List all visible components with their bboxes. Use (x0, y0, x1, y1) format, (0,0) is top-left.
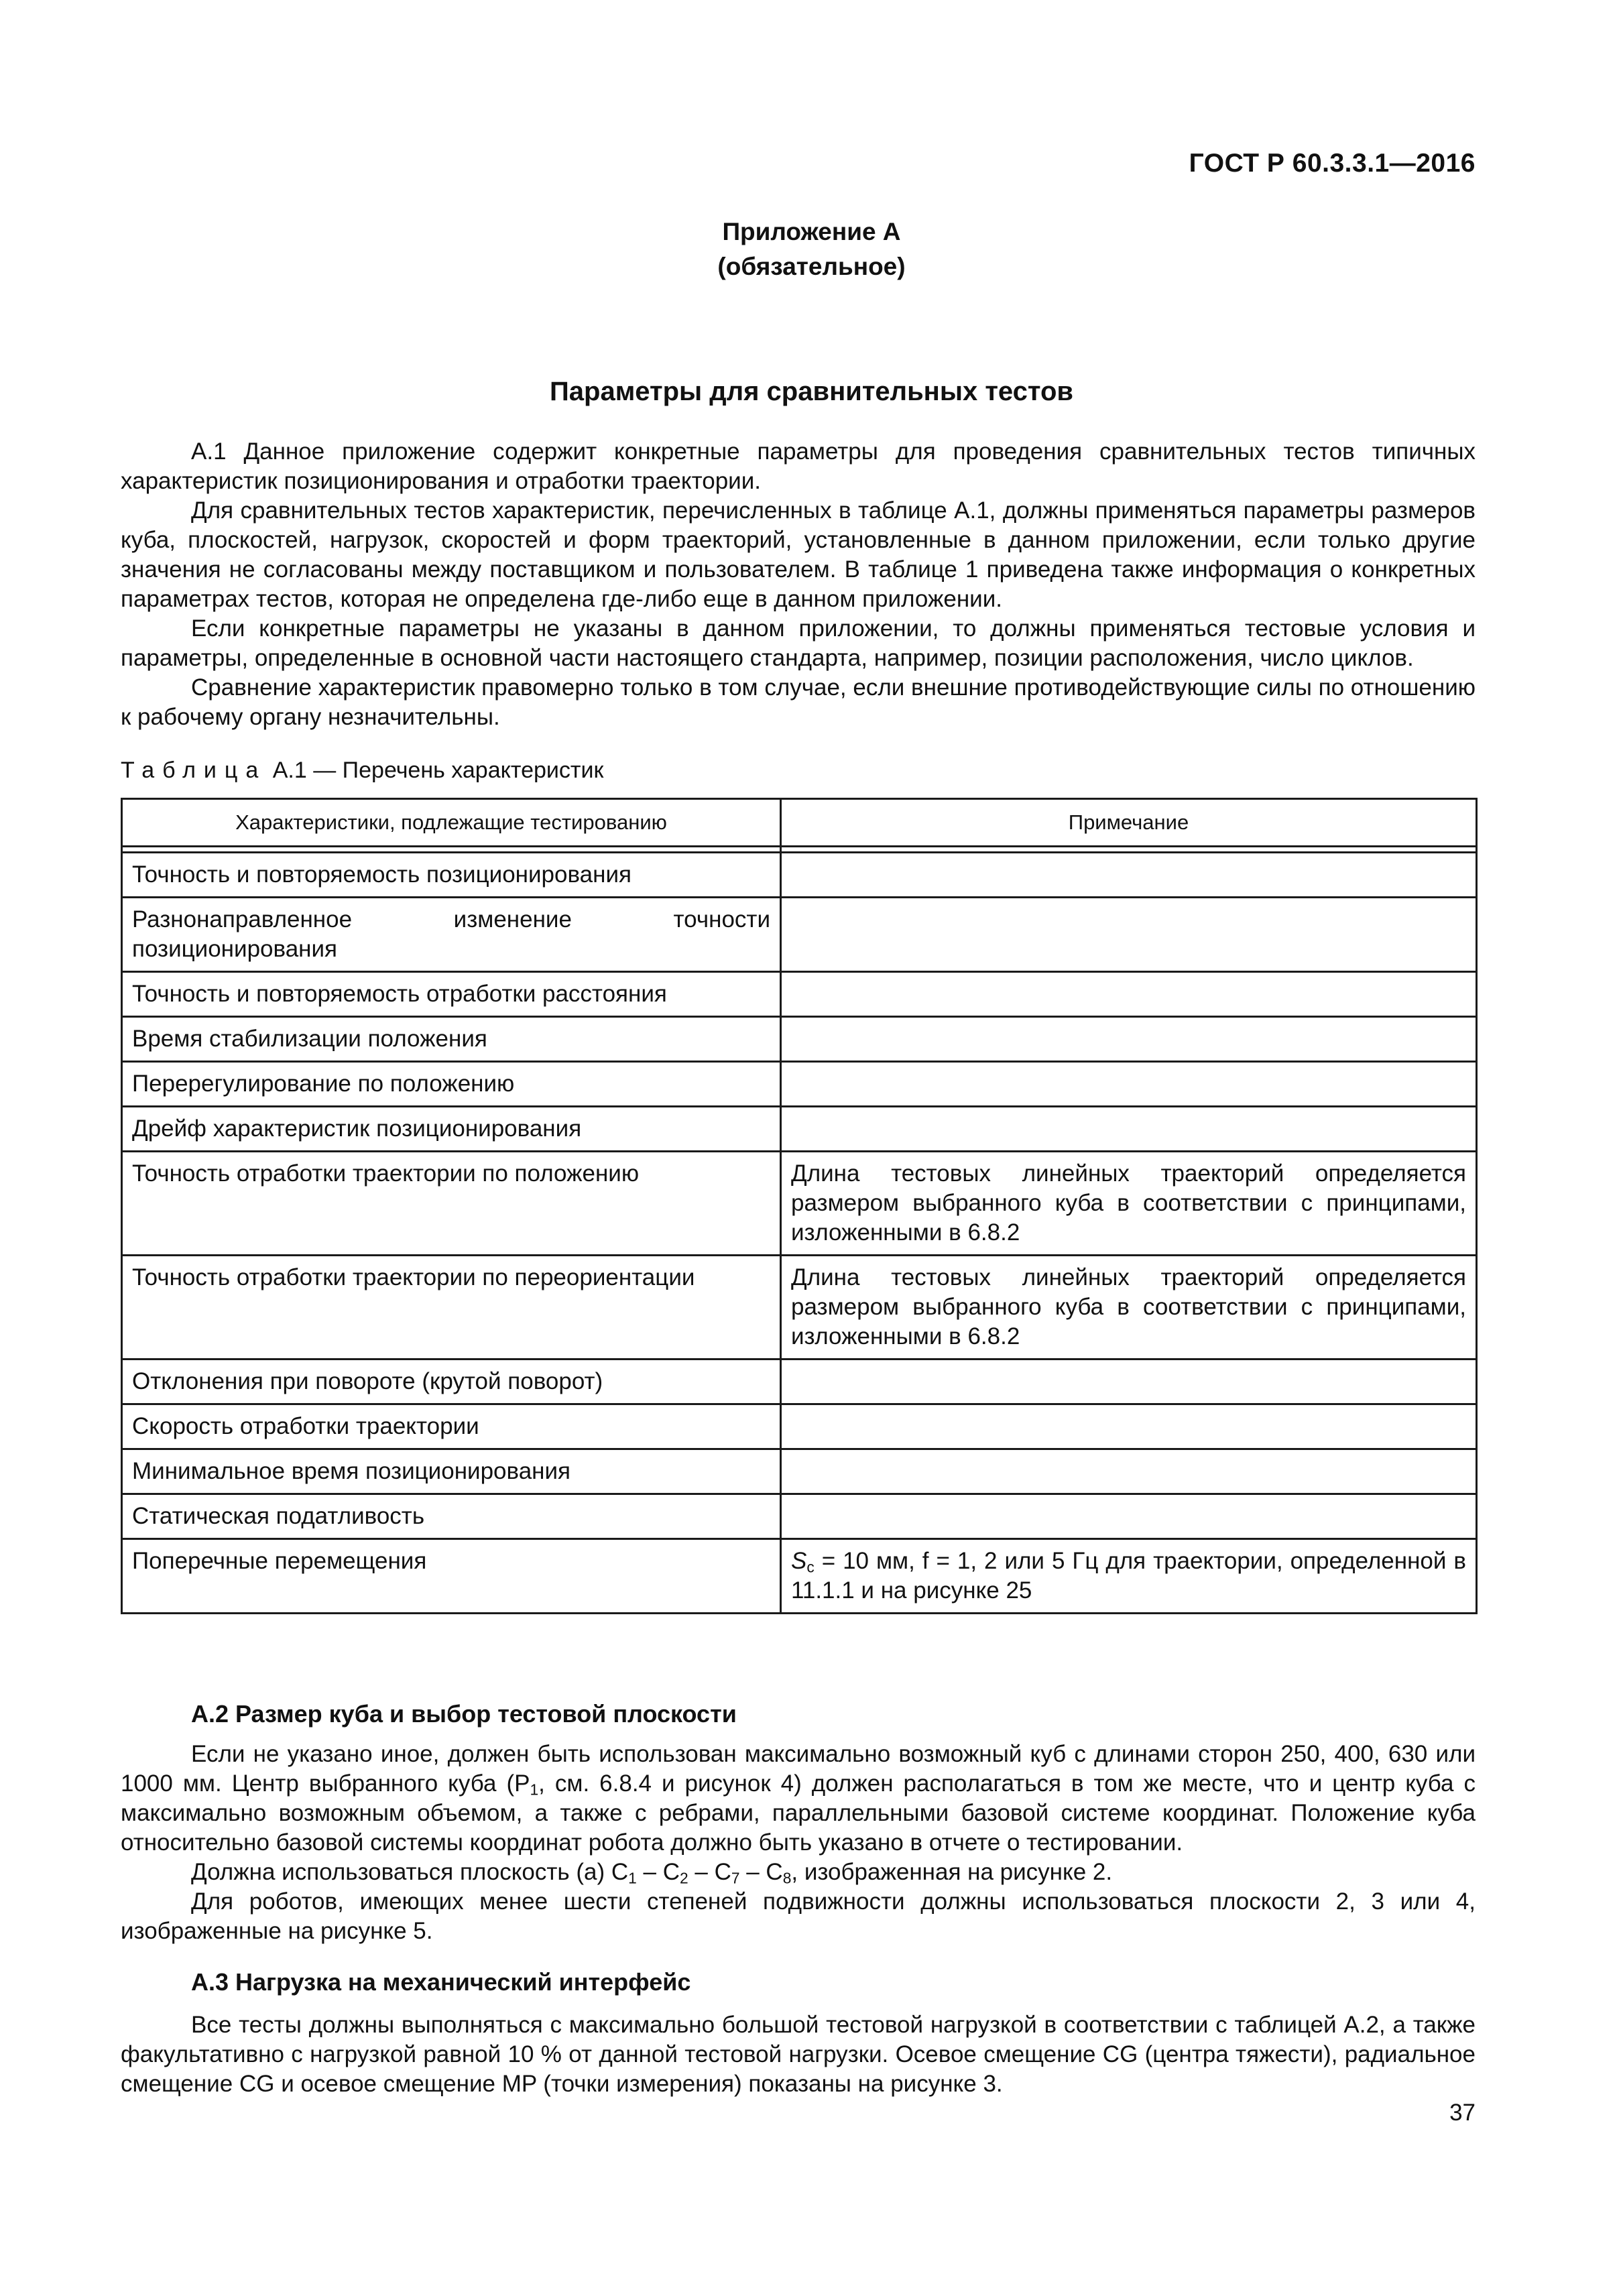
table-cell-characteristic: Точность отработки траектории по положению (122, 1152, 781, 1256)
table-row (122, 1449, 1477, 1494)
table-cell-note: Длина тестовых линейных траекторий определяется размером выбранного куба в соответствии с принципами, изложенными в 6.8.2 (781, 1256, 1477, 1360)
section-title: Параметры для сравнительных тестов (550, 377, 1073, 406)
table-caption-text: А.1 — Перечень характеристик (266, 758, 604, 783)
table-row (122, 1360, 1477, 1404)
subscript: 1 (530, 1780, 539, 1799)
table-cell-characteristic: Поперечные перемещения (122, 1539, 781, 1614)
text-run: – C (636, 1859, 680, 1885)
intro-section (121, 437, 1476, 732)
table-row (122, 1494, 1477, 1539)
table-cell-characteristic: Отклонения при повороте (крутой поворот) (122, 1360, 781, 1404)
page-number: 37 (1449, 2100, 1476, 2126)
subscript: 1 (628, 1869, 637, 1887)
note-text: = 10 мм, f = 1, 2 или 5 Гц для траектории, определенной в 11.1.1 и на рисунке 25 (791, 1548, 1466, 1604)
intro-paragraph-3: Если конкретные параметры не указаны в данном приложении, то должны применяться тестовые условия и параметры, определенные в основной части настоящего стандарта, например, позиции расположения, число циклов. (121, 615, 1476, 671)
table-row (122, 1539, 1477, 1614)
table-cell-characteristic: Точность и повторяемость отработки расстояния (122, 972, 781, 1017)
section-a3 (121, 1968, 1476, 2099)
table-row (122, 1062, 1477, 1107)
subscript: 2 (680, 1869, 688, 1887)
table-cell-note (781, 898, 1477, 972)
subscript: 7 (731, 1869, 740, 1887)
characteristics-table (121, 798, 1478, 1614)
table-header-separator (122, 847, 1477, 853)
section-a2 (121, 1699, 1476, 1946)
table-cell-note (781, 1494, 1477, 1539)
appendix-heading (0, 215, 1623, 284)
table-cell-note (781, 1062, 1477, 1107)
table-cell-characteristic: Точность и повторяемость позиционирования (122, 853, 781, 898)
table-cell-note (781, 1539, 1477, 1614)
table-caption (121, 758, 603, 784)
table-header-characteristic: Характеристики, подлежащие тестированию (122, 799, 781, 847)
table-cell-note (781, 1017, 1477, 1062)
text-run: – C (739, 1859, 783, 1885)
table-cell-note (781, 1360, 1477, 1404)
table-cell-characteristic: Минимальное время позиционирования (122, 1449, 781, 1494)
table-row (122, 972, 1477, 1017)
section-a2-paragraph-3: Для роботов, имеющих менее шести степеней подвижности должны использоваться плоскости 2, 3 или 4, изображенные на рисунке 5. (121, 1888, 1476, 1944)
table-cell-note (781, 1404, 1477, 1449)
table-row (122, 1404, 1477, 1449)
table-cell-characteristic: Перерегулирование по положению (122, 1062, 781, 1107)
table-cell-note (781, 972, 1477, 1017)
text-run: Если не указано иное, должен быть использован максимально возможный куб с длинами сторон 250, 400, 630 или 1000 мм. Центр выбранного куба (P (121, 1741, 1476, 1797)
table-row (122, 1107, 1477, 1152)
table-cell-characteristic: Дрейф характеристик позиционирования (122, 1107, 781, 1152)
table-row (122, 898, 1477, 972)
table-cell-note (781, 1107, 1477, 1152)
section-a2-heading: А.2 Размер куба и выбор тестовой плоскости (191, 1700, 737, 1728)
table-row (122, 1152, 1477, 1256)
section-a3-heading: А.3 Нагрузка на механический интерфейс (191, 1968, 691, 1996)
intro-paragraph-2: Для сравнительных тестов характеристик, перечисленных в таблице А.1, должны применяться параметры размеров куба, плоскостей, нагрузок, скоростей и форм траекторий, установленные в данном приложении, если только другие значения не согласованы между поставщиком и пользователем. В таблице 1 приведена также информация о конкретных параметрах тестов, которая не определена где-либо еще в данном приложении. (121, 497, 1476, 612)
text-run: Должна использоваться плоскость (а) C (191, 1859, 629, 1885)
section-a3-paragraph-1: Все тесты должны выполняться с максимально большой тестовой нагрузкой в соответствии с таблицей А.2, а также факультативно с нагрузкой равной 10 % от данной тестовой нагрузки. Осевое смещение CG (центра тяжести), радиальное смещение CG и осевое смещение MP (точки измерения) показаны на рисунке 3. (121, 2012, 1476, 2097)
table-caption-label: Таблица (121, 758, 267, 783)
table-row (122, 853, 1477, 898)
text-run: – C (688, 1859, 731, 1885)
table-row (122, 1017, 1477, 1062)
table-header-note: Примечание (781, 799, 1477, 847)
table-cell-note (781, 853, 1477, 898)
standard-designation: ГОСТ Р 60.3.3.1—2016 (1189, 149, 1476, 178)
table-cell-characteristic: Скорость отработки траектории (122, 1404, 781, 1449)
text-run: , изображенная на рисунке 2. (791, 1859, 1113, 1885)
section-a2-paragraph-1 (121, 1740, 1476, 1858)
table-cell-characteristic: Точность отработки траектории по переориентации (122, 1256, 781, 1360)
table-row (122, 1256, 1477, 1360)
table-cell-note: Длина тестовых линейных траекторий определяется размером выбранного куба в соответствии с принципами, изложенными в 6.8.2 (781, 1152, 1477, 1256)
text-run: , см. 6.8.4 и рисунок 4) должен располагаться в том же месте, что и центр куба с максимально возможным объемом, а также с ребрами, параллельными базовой системе координат. Положение куба относительно базовой системы координат робота должно быть указано в отчете о тестировании. (121, 1770, 1476, 1856)
intro-paragraph-1: А.1 Данное приложение содержит конкретные параметры для проведения сравнительных тестов типичных характеристик позиционирования и отработки траектории. (121, 438, 1476, 494)
appendix-status: (обязательное) (717, 253, 906, 280)
table-cell-note (781, 1449, 1477, 1494)
section-a2-paragraph-2 (121, 1858, 1476, 1887)
table-cell-characteristic: Разнонаправленное изменение точности позиционирования (122, 898, 781, 972)
subscript: 8 (782, 1869, 792, 1887)
table-header-row (122, 799, 1477, 847)
appendix-title: Приложение А (722, 218, 901, 245)
note-symbol-subscript: c (806, 1558, 815, 1576)
note-symbol: S (791, 1548, 807, 1574)
intro-paragraph-4: Сравнение характеристик правомерно только в том случае, если внешние противодействующие силы по отношению к рабочему органу незначительны. (121, 674, 1476, 730)
table-cell-characteristic: Статическая податливость (122, 1494, 781, 1539)
table-cell-characteristic: Время стабилизации положения (122, 1017, 781, 1062)
